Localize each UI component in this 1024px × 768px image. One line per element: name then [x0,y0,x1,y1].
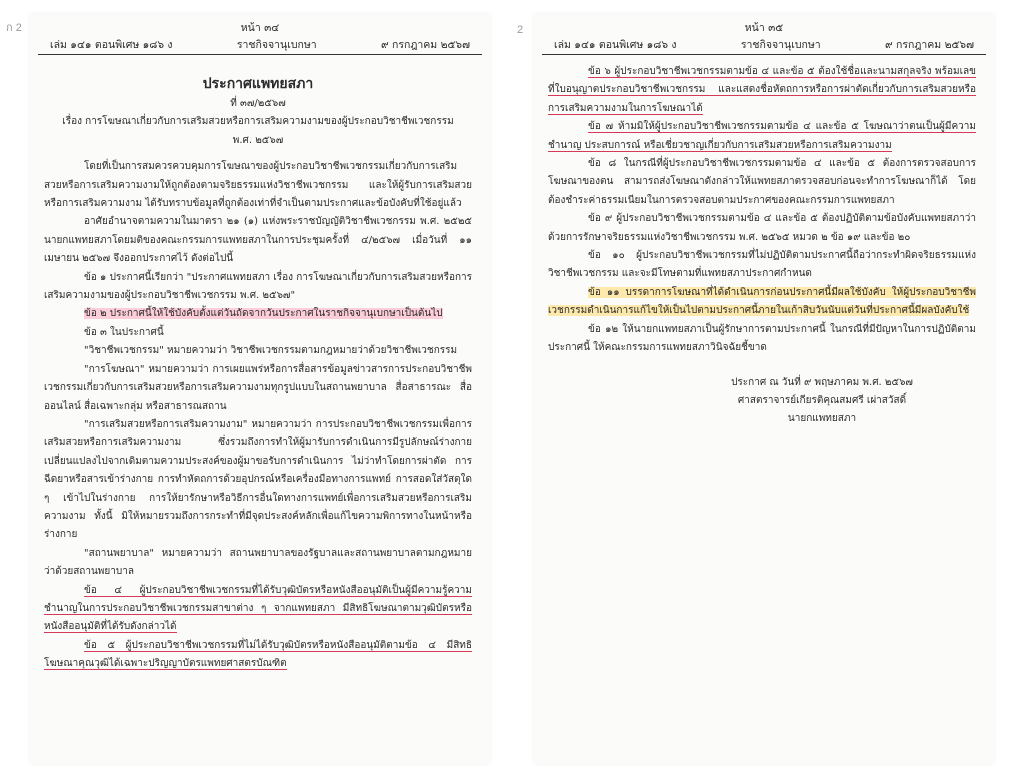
highlighted-text: ข้อ ๒ ประกาศนี้ให้ใช้บังคับตั้งแต่วันถัดจากวันประกาศในราชกิจจานุเบกษาเป็นต้นไป [84,308,443,320]
clause-8: ข้อ ๘ ในกรณีที่ผู้ประกอบวิชาชีพเวชกรรมตามข้อ ๔ และข้อ ๕ ต้องการตรวจสอบการโฆษณาของตน สามารถส่งโฆษณาดังกล่าวให้แพทยสภาตรวจสอบก่อนจะทำการโฆษณาก็ได้ โดยต้องชำระค่าธรรมเนียมในการตรวจสอบตามประกาศของคณะกรรมการแพทยสภา [548,158,976,206]
signer-name: ศาสตราจารย์เกียรติคุณสมศรี เผ่าสวัสดิ์ [737,394,907,406]
definition-paragraph: "การเสริมสวยหรือการเสริมความงาม" หมายความว่า การประกอบวิชาชีพเวชกรรมเพื่อการเสริมสวยหรือการเสริมความงาม ซึ่งรวมถึงการทำให้ผู้มารับการดำเนินการมีรูปลักษณ์ร่างกายเปลี่ยนแปลงไปจากเดิมตามความประสงค์ของผู้มาขอรับการดำเนินการ ไม่ว่าทำโดยการผ่าตัด การฉีดยาหรือสารเข้าร่างกาย การทำหัตถการด้วยอุปกรณ์หรือเครื่องมือทางการแพทย์ การสอดใส่วัสดุใด ๆ เข้าไปในร่างกาย การให้ยารักษาหรือวิธีการอื่นใดทางการแพทย์เพื่อการเสริมสวยหรือการเสริมความงาม ทั้งนี้ มิให้หมายรวมถึงการกระทำที่มีจุดประสงค์หลักเพื่อแก้ไขความพิการทางในหน้าหรือร่างกาย [44,418,472,541]
gazette-page-left [30,14,490,764]
volume-info: เล่ม ๑๔๑ ตอนพิเศษ ๑๘๖ ง [554,39,677,51]
announcement-year: พ.ศ. ๒๕๖๗ [232,134,284,146]
announcement-title: ประกาศแพทยสภา [202,76,314,92]
underlined-text: ข้อ ๗ ห้ามมิให้ผู้ประกอบวิชาชีพเวชกรรมตามข้อ ๔ และข้อ ๕ โฆษณาว่าตนเป็นผู้มีความชำนาญ ประสบการณ์ หรือเชี่ยวชาญเกี่ยวกับการเสริมสวยหรือการเสริมความงาม [548,121,976,151]
gazette-page-right [534,14,994,764]
underlined-text: ข้อ ๕ ผู้ประกอบวิชาชีพเวชกรรมที่ไม่ได้รับวุฒิบัตรหรือหนังสืออนุมัติตามข้อ ๔ มีสิทธิโฆษณาคุณวุฒิได้เฉพาะปริญญาบัตรแพทยศาสตรบัณฑิต [44,639,472,670]
clause-2 [44,305,472,323]
clause-6 [548,63,976,118]
page-number: หน้า ๓๕ [744,22,784,34]
signer-title: นายกแพทยสภา [787,413,857,425]
clause-7 [548,118,976,155]
clause-10: ข้อ ๑๐ ผู้ประกอบวิชาชีพเวชกรรมที่ไม่ปฏิบัติตามประกาศนี้ถือว่ากระทำผิดจริยธรรมแห่งวิชาชีพเวชกรรม และจะมีโทษตามที่แพทยสภาประกาศกำหนด [548,250,976,280]
gazette-name: ราชกิจจานุเบกษา [236,39,317,51]
clause-12: ข้อ ๑๒ ให้นายกแพทยสภาเป็นผู้รักษาการตามประกาศนี้ ในกรณีที่มีปัญหาในการปฏิบัติตามประกาศนี้ ให้คณะกรรมการแพทยสภาวินิจฉัยชี้ขาด [548,323,976,354]
clause-4 [44,582,472,637]
page-header [542,36,986,55]
clause-5 [44,637,472,674]
gazette-name: ราชกิจจานุเบกษา [740,39,821,51]
page-label-left: ก 2 [6,22,22,34]
page-number: หน้า ๓๔ [240,22,280,34]
issue-date: ๙ กรกฎาคม ๒๕๖๗ [380,39,470,51]
clause-11 [548,284,976,321]
highlighted-text: ข้อ ๑๑ บรรดาการโฆษณาที่ได้ดำเนินการก่อนประกาศนี้มีผลใช้บังคับ ให้ผู้ประกอบวิชาชีพเวชกรรมดำเนินการแก้ไขให้เป็นไปตามประกาศนี้ภายในเก้าสิบวันนับแต่วันที่ประกาศนี้มีผลบังคับใช้ [548,286,976,317]
page-label-right: 2 [517,24,524,36]
clause-3: ข้อ ๓ ในประกาศนี้ [84,326,164,338]
underlined-text: ข้อ ๔ ผู้ประกอบวิชาชีพเวชกรรมที่ได้รับวุฒิบัตรหรือหนังสืออนุมัติเป็นผู้มีความรู้ความชำนาญในการประกอบวิชาชีพเวชกรรมสาขาต่าง ๆ จากแพทยสภา มีสิทธิโฆษณาตามวุฒิบัตรหรือหนังสืออนุมัติที่ได้รับดังกล่าวได้ [44,584,472,633]
volume-info: เล่ม ๑๔๑ ตอนพิเศษ ๑๘๖ ง [50,39,173,51]
given-date: ประกาศ ณ วันที่ ๙ พฤษภาคม พ.ศ. ๒๕๖๗ [731,376,913,388]
clause-9: ข้อ ๙ ผู้ประกอบวิชาชีพเวชกรรมตามข้อ ๔ และข้อ ๕ ต้องปฏิบัติตามข้อบังคับแพทยสภาว่าด้วยการรักษาจริยธรรมแห่งวิชาชีพเวชกรรม พ.ศ. ๒๕๖๕ หมวด ๒ ข้อ ๑๙ และข้อ ๒๐ [548,213,976,243]
definition-paragraph: "การโฆษณา" หมายความว่า การเผยแพร่หรือการสื่อสารข้อมูลข่าวสารการประกอบวิชาชีพเวชกรรมเกี่ยวกับการเสริมสวยหรือการเสริมความงามทุกรูปแบบในสถานพยาบาล สื่อสาธารณะ สื่อออนไลน์ สื่อเฉพาะกลุ่ม หรือสาธารณสถาน [44,363,472,412]
page-header [38,36,482,55]
issue-date: ๙ กรกฎาคม ๒๕๖๗ [884,39,974,51]
preamble-paragraph: อาศัยอำนาจตามความในมาตรา ๒๑ (๑) แห่งพระราชบัญญัติวิชาชีพเวชกรรม พ.ศ. ๒๕๒๕ นายกแพทยสภาโดยมติของคณะกรรมการแพทยสภาในการประชุมครั้งที่ ๔/๒๕๖๗ เมื่อวันที่ ๑๑ เมษายน ๒๕๖๗ จึงออกประกาศไว้ ดังต่อไปนี้ [44,216,472,265]
announcement-number: ที่ ๓๗/๒๕๖๗ [230,98,286,109]
preamble-paragraph: โดยที่เป็นการสมควรควบคุมการโฆษณาของผู้ประกอบวิชาชีพเวชกรรมเกี่ยวกับการเสริมสวยหรือการเสริมความงามให้ถูกต้องตามจริยธรรมแห่งวิชาชีพเวชกรรม และให้ผู้รับการเสริมสวยหรือการเสริมความงาม ได้รับทราบข้อมูลที่ถูกต้องเท่าที่จำเป็นตามประกาศและข้อบังคับที่ใช้อยู่แล้ว [44,161,472,210]
underlined-text: ข้อ ๖ ผู้ประกอบวิชาชีพเวชกรรมตามข้อ ๔ และข้อ ๕ ต้องใช้ชื่อและนามสกุลจริง พร้อมเลขที่ใบอนุญาตประกอบวิชาชีพเวชกรรม และแสดงชื่อหัตถการหรือการผ่าตัดเกี่ยวกับการเสริมสวยหรือการเสริมความงามในการโฆษณาได้ [548,66,976,114]
clause-1: ข้อ ๑ ประกาศนี้เรียกว่า "ประกาศแพทยสภา เรื่อง การโฆษณาเกี่ยวกับการเสริมสวยหรือการเสริมความงามของผู้ประกอบวิชาชีพเวชกรรม พ.ศ. ๒๕๖๗" [44,271,472,302]
announcement-subject: เรื่อง การโฆษณาเกี่ยวกับการเสริมสวยหรือการเสริมความงามของผู้ประกอบวิชาชีพเวชกรรม [62,116,454,128]
definition-paragraph: "วิชาชีพเวชกรรม" หมายความว่า วิชาชีพเวชกรรมตามกฎหมายว่าด้วยวิชาชีพเวชกรรม [84,345,458,357]
definition-paragraph: "สถานพยาบาล" หมายความว่า สถานพยาบาลของรัฐบาลและสถานพยาบาลตามกฎหมายว่าด้วยสถานพยาบาล [44,547,472,578]
